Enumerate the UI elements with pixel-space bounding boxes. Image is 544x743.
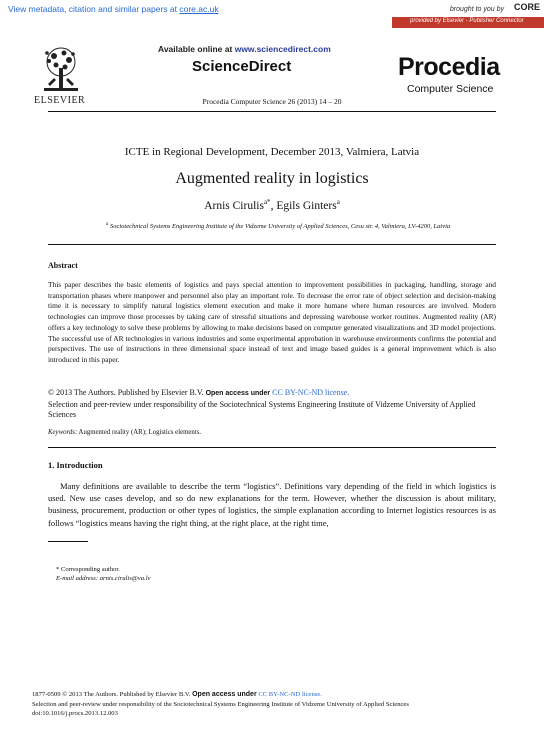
view-metadata-text: View metadata, citation and similar papers at [8, 4, 177, 14]
core-logo[interactable] [514, 2, 540, 12]
author-list [0, 198, 544, 212]
email-address: E-mail address: arnis.cirulis@va.lv [56, 575, 151, 582]
footer-peer-review: Selection and peer-review under responsibility of the Sociotechnical Systems Engineering Institute of Vidzeme University of Applied Sciences [32, 700, 409, 708]
core-link[interactable]: core.ac.uk [179, 4, 219, 14]
author-superscript: a* [263, 198, 271, 206]
elsevier-wordmark: ELSEVIER [34, 95, 86, 106]
available-online [158, 44, 331, 54]
journal-reference: Procedia Computer Science 26 (2013) 14 – 20 [202, 97, 342, 106]
issn-copyright: 1877-0509 © 2013 The Authors. Published by Elsevier B.V. [32, 691, 191, 698]
abstract-body: This paper describes the basic elements of logistics and pays special attention to improvement possibilities in packaging, handling, storage and transportation phases where manpower and personnel also play an important role. To decrease the error rate of object selection and decision-making time it is necessary to simplify natural logistics element execution and make it more humane where human resources are involved. Modern technologies can improve those processes by taking care of stressful situations and depressing warehouse worker routines. Augmented reality (AR) offers a key technology to solve these problems by allowing to make decisions based on computer generated visualizations and 3D model projections. The successful use of AR technologies in various industries and some experimental approbation in warehouse environments confirms the potential and perspectives. The use of instructions in three dimensional space instead of text and image based guides is a general improvement which is also introduced in this paper. [48, 280, 496, 364]
core-metadata-banner [8, 4, 219, 14]
brought-to-you-text: brought to you by [449, 6, 504, 13]
procedia-subtitle: Computer Science [407, 83, 494, 95]
core-logo-text: CORE [513, 2, 540, 12]
introduction-paragraph [48, 480, 496, 529]
copyright-text: © 2013 The Authors. Published by Elsevier B.V. [48, 388, 204, 397]
provided-by-strip [392, 17, 544, 28]
elsevier-tree-logo [34, 44, 88, 96]
peer-review-text: Selection and peer-review under responsibility of the Sociotechnical Systems Engineering Institute of Vidzeme University of Applied Sciences [48, 399, 476, 419]
corresponding-author-note: * Corresponding author. [56, 566, 120, 573]
doi-text[interactable]: doi:10.1016/j.procs.2013.12.003 [32, 710, 118, 717]
author-name: Arnis Cirulis [204, 199, 264, 212]
sciencedirect-logo: ScienceDirect [192, 58, 292, 75]
open-access-label: Open access under [205, 390, 271, 397]
abstract-heading: Abstract [48, 261, 78, 270]
footer-cc-license-link[interactable]: CC BY-NC-ND license. [258, 691, 322, 698]
affiliation-superscript: a [105, 222, 109, 227]
footer-open-access-label: Open access under [192, 691, 257, 698]
procedia-logo: Procedia [398, 53, 500, 81]
article-title: Augmented reality in logistics [175, 170, 369, 187]
provided-by-text: provided by Elsevier - Publisher Connector [410, 18, 524, 24]
keywords-label: Keywords: [48, 429, 78, 436]
abstract-top-divider [48, 244, 496, 245]
footnote-divider [48, 541, 88, 542]
author-separator: , [270, 199, 277, 212]
keywords-text: Augmented reality (AR); Logistics elements. [78, 429, 202, 436]
introduction-text: Many definitions are available to describe the term “logistics”. Definitions vary depending of the field in which logistics is used. New use cases develop, and so do new explanations for the term. However, whether the discussion is about military, business, procurement, production or other types of logistics, the simple explanation according to Internet logistics resources is as follows “logistics means having the right thing, at the right place, at the right time, [48, 481, 496, 528]
affiliation [48, 222, 508, 230]
header-divider [48, 111, 496, 112]
cc-license-link[interactable]: CC BY-NC-ND license. [272, 388, 350, 397]
abstract-bottom-divider [48, 447, 496, 448]
copyright-block [48, 388, 496, 421]
affiliation-text: Sociotechnical Systems Engineering Institute of the Vidzeme University of Applied Sciences, Cesu str. 4, Valmiera, LV-4200, Latvia [109, 223, 451, 231]
page-footer [32, 690, 532, 719]
conference-line: ICTE in Regional Development, December 2013, Valmiera, Latvia [124, 146, 420, 158]
author-name: Egils Ginters [276, 199, 337, 212]
sciencedirect-url[interactable]: www.sciencedirect.com [234, 44, 331, 54]
keywords-line [48, 429, 201, 436]
section-heading: 1. Introduction [48, 460, 103, 470]
available-prefix: Available online at [158, 44, 233, 54]
author-superscript: a [336, 198, 340, 206]
